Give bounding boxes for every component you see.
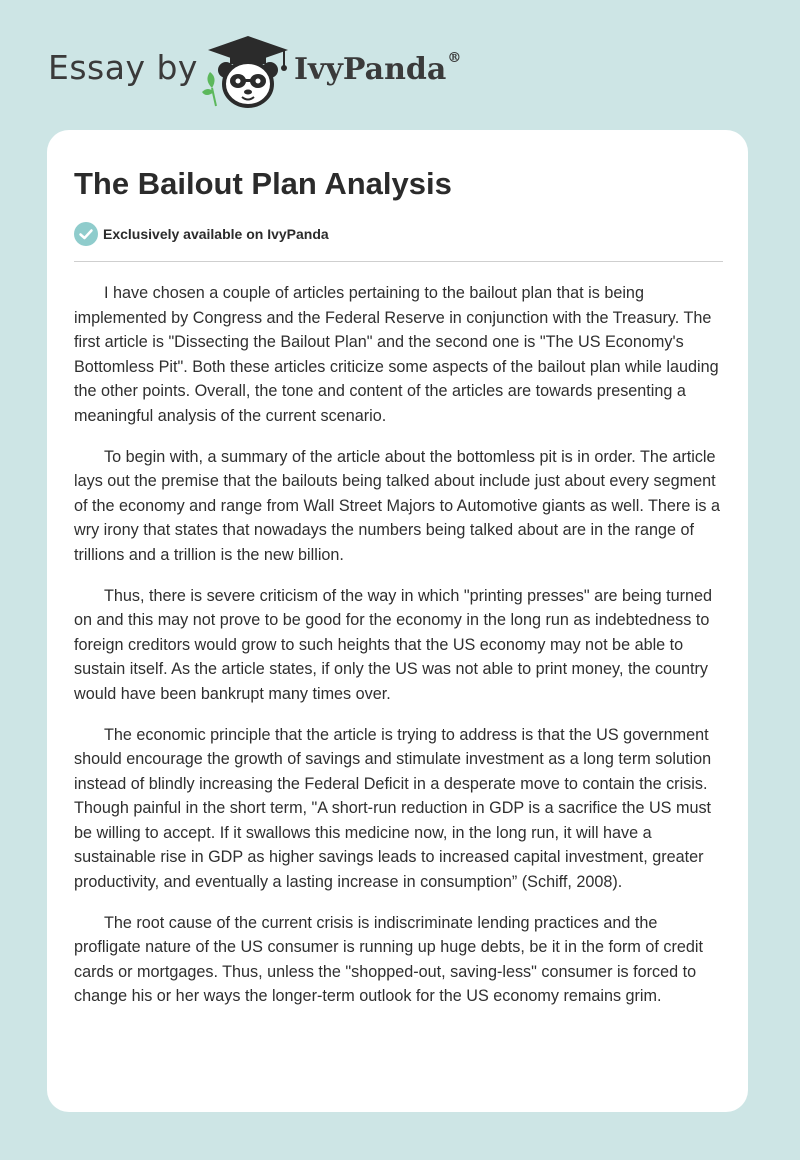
header-divider [74, 261, 723, 262]
brand-prefix: Essay by [48, 48, 198, 87]
paragraph: The root cause of the current crisis is indiscriminate lending practices and the profligate nature of the US consumer is running up huge debts, be it in the form of credit cards or mortgages. Thus, unless the "shopped-out, saving-less" consumer is forced to change his or her ways the longer-term outlook for the US economy remains grim. [74, 913, 703, 1006]
brand-name: IvyPanda® [294, 50, 462, 87]
exclusive-badge-text: Exclusively available on IvyPanda [103, 226, 329, 242]
paragraph: To begin with, a summary of the article about the bottomless pit is in order. The article lays out the premise that the bailouts being talked about include just about every segment of the economy and range from Wall Street Majors to Automotive giants as well. There is a wry irony that states that nowadays the numbers being talked about are in the range of trillions and a trillion is the new billion. [74, 447, 721, 564]
essay-body [74, 281, 725, 1025]
paragraph: I have chosen a couple of articles pertaining to the bailout plan that is being implemented by Congress and the Federal Reserve in conjunction with the Treasury. The first article is "Dissecting the Bailout Plan" and the second one is "The US Economy's Bottomless Pit". Both these articles criticize some aspects of the bailout plan while lauding the other points. Overall, the tone and content of the articles are towards presenting a meaningful analysis of the current scenario. [74, 284, 719, 425]
page-title: The Bailout Plan Analysis [74, 166, 452, 201]
essay-card [47, 130, 748, 1112]
paragraph: Thus, there is severe criticism of the way in which "printing presses" are being turned on and this may not prove to be good for the economy in the long run as indebtedness to foreign creditors would grow to such heights that the US economy may not be able to sustain itself. As the article states, if only the US was not able to print money, the country would have been bankrupt many times over. [74, 586, 713, 703]
check-circle-icon [74, 222, 98, 246]
panda-graduate-icon [200, 28, 296, 112]
paragraph: The economic principle that the article is trying to address is that the US government should encourage the growth of savings and stimulate investment as a long term solution instead of blindly increasing the Federal Deficit in a desperate move to contain the crisis. Though painful in the short term, "A short-run reduction in GDP is a sacrifice the US must be willing to accept. If it swallows this medicine now, in the long run, it will have a sustainable rise in GDP as higher savings leads to increased capital investment, greater productivity, and eventually a lasting increase in consumption” (Schiff, 2008). [74, 725, 712, 892]
exclusive-badge [74, 222, 329, 246]
site-brand[interactable] [48, 28, 508, 118]
registered-mark: ® [447, 50, 462, 66]
